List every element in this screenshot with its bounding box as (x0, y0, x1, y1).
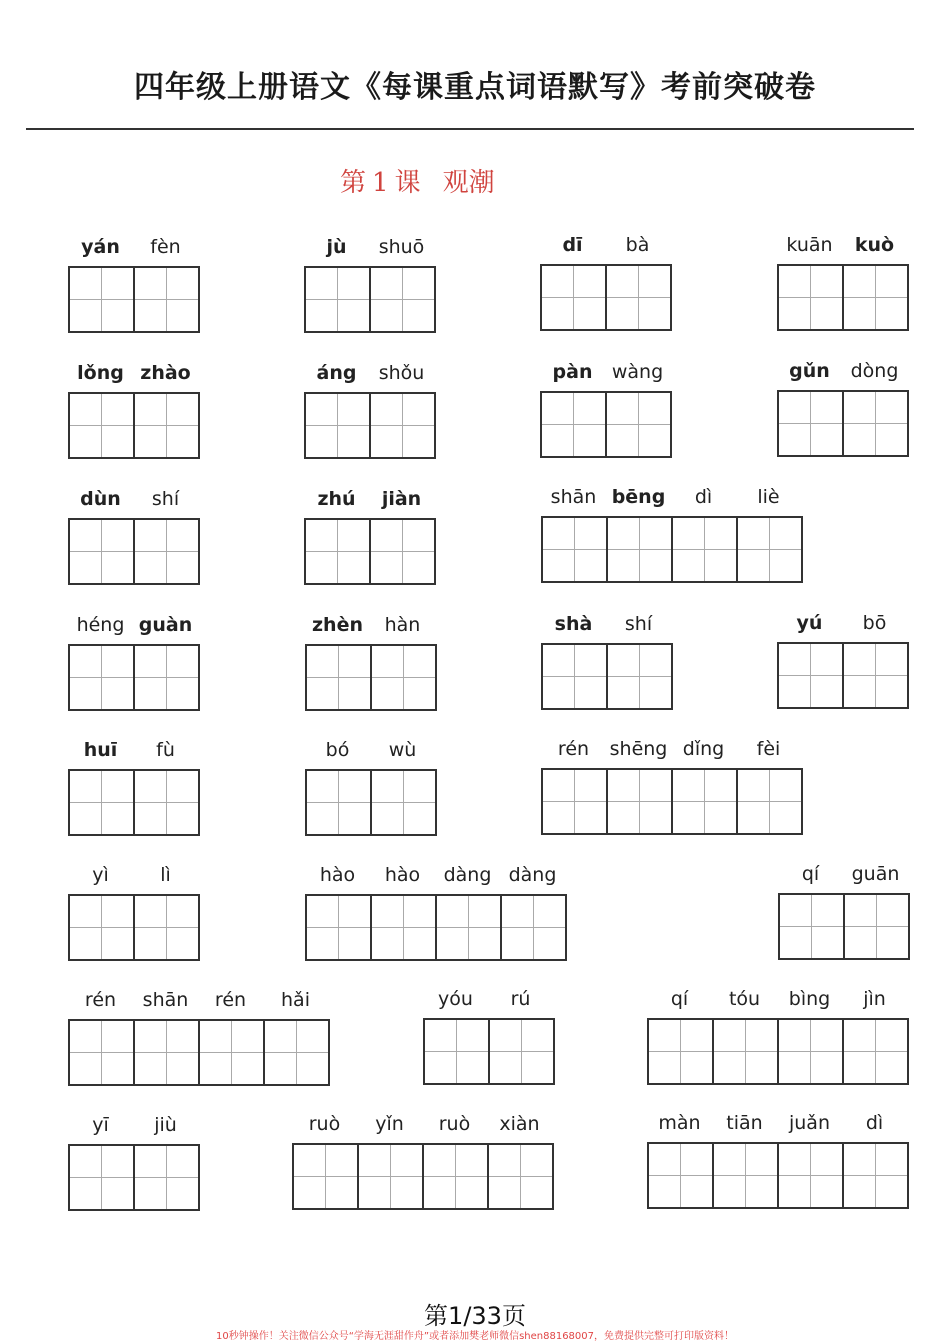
pinyin-syllable: guān (851, 863, 900, 885)
word-group (540, 361, 672, 458)
pinyin-syllable: hǎi (281, 989, 310, 1011)
writing-cell[interactable] (844, 266, 909, 329)
pinyin-syllable: dùn (80, 488, 121, 510)
writing-boxes (423, 1018, 555, 1085)
pinyin-syllable: bìng (788, 988, 831, 1010)
writing-cell[interactable] (490, 1020, 555, 1083)
writing-cell[interactable] (844, 1144, 909, 1207)
footer-notice: 10秒钟操作！关注微信公众号“学海无涯甜作舟”或者添加樊老师微信shen88168007，免费提供完整可打印版资料！ (215, 1331, 735, 1342)
pinyin-syllable: shān (550, 486, 597, 508)
pinyin-syllable: dòng (850, 360, 899, 382)
writing-boxes (305, 769, 437, 836)
pinyin-syllable: lǒng (77, 362, 124, 384)
writing-cell[interactable] (135, 394, 200, 457)
writing-cell[interactable] (200, 1021, 265, 1084)
pinyin-row (68, 362, 200, 392)
pinyin-syllable: lì (160, 864, 171, 886)
pinyin-syllable: kuò (854, 234, 895, 256)
pinyin-row (304, 236, 436, 266)
pinyin-syllable: rén (214, 989, 247, 1011)
writing-cell[interactable] (359, 1145, 424, 1208)
writing-cell[interactable] (779, 266, 844, 329)
writing-cell[interactable] (265, 1021, 330, 1084)
word-group (778, 863, 910, 960)
word-group (305, 614, 437, 711)
pinyin-syllable: pàn (552, 361, 593, 383)
pinyin-syllable: rén (557, 738, 590, 760)
pinyin-syllable: shēng (609, 738, 668, 760)
pinyin-row (540, 234, 672, 264)
pinyin-syllable: yì (92, 864, 109, 886)
pinyin-syllable: jiàn (381, 488, 422, 510)
writing-cell[interactable] (306, 520, 371, 583)
pinyin-syllable: fù (156, 739, 175, 761)
writing-cell[interactable] (135, 268, 200, 331)
pinyin-syllable: dàng (508, 864, 557, 886)
writing-boxes (777, 264, 909, 331)
writing-cell[interactable] (542, 266, 607, 329)
lesson-name: 观潮 (442, 168, 495, 198)
pinyin-syllable: juǎn (788, 1112, 830, 1134)
word-group (541, 738, 803, 835)
writing-cell[interactable] (489, 1145, 554, 1208)
writing-boxes (68, 894, 200, 961)
writing-cell[interactable] (70, 1021, 135, 1084)
writing-boxes (68, 392, 200, 459)
writing-boxes (540, 391, 672, 458)
writing-cell[interactable] (372, 896, 437, 959)
pinyin-syllable: ruò (308, 1113, 341, 1135)
writing-boxes (778, 893, 910, 960)
writing-cell[interactable] (714, 1144, 779, 1207)
pinyin-syllable: gǔn (789, 360, 830, 382)
writing-cell[interactable] (135, 520, 200, 583)
writing-cell[interactable] (608, 645, 673, 708)
writing-cell[interactable] (371, 394, 436, 457)
word-group (647, 988, 909, 1085)
pinyin-syllable: jiù (154, 1114, 177, 1136)
writing-cell[interactable] (424, 1145, 489, 1208)
word-group (777, 234, 909, 331)
writing-cell[interactable] (607, 393, 672, 456)
writing-cell[interactable] (738, 770, 803, 833)
pinyin-syllable: qí (670, 988, 689, 1010)
word-group (304, 362, 436, 459)
pinyin-syllable: fèi (756, 738, 781, 760)
writing-cell[interactable] (844, 392, 909, 455)
word-group (647, 1112, 909, 1209)
word-group (304, 236, 436, 333)
writing-boxes (304, 518, 436, 585)
writing-cell[interactable] (135, 896, 200, 959)
writing-cell[interactable] (673, 770, 738, 833)
pinyin-syllable: jù (326, 236, 347, 258)
writing-cell[interactable] (371, 268, 436, 331)
writing-boxes (777, 642, 909, 709)
writing-boxes (305, 644, 437, 711)
writing-cell[interactable] (502, 896, 567, 959)
writing-cell[interactable] (70, 896, 135, 959)
writing-cell[interactable] (608, 518, 673, 581)
writing-boxes (304, 392, 436, 459)
word-group (68, 614, 200, 711)
writing-boxes (777, 390, 909, 457)
pinyin-syllable: shuō (378, 236, 425, 258)
writing-cell[interactable] (307, 646, 372, 709)
writing-cell[interactable] (543, 770, 608, 833)
writing-boxes (292, 1143, 554, 1210)
writing-cell[interactable] (779, 392, 844, 455)
writing-cell[interactable] (714, 1020, 779, 1083)
pinyin-row (777, 612, 909, 642)
word-group (540, 234, 672, 331)
pinyin-syllable: tiān (726, 1112, 763, 1134)
writing-cell[interactable] (307, 896, 372, 959)
writing-cell[interactable] (372, 646, 437, 709)
pinyin-syllable: shí (624, 613, 653, 635)
pinyin-syllable: rú (510, 988, 531, 1010)
writing-cell[interactable] (779, 1020, 844, 1083)
pinyin-syllable: qí (801, 863, 820, 885)
pinyin-row (423, 988, 555, 1018)
writing-cell[interactable] (70, 268, 135, 331)
pinyin-row (541, 738, 803, 768)
pinyin-syllable: héng (76, 614, 125, 636)
writing-cell[interactable] (306, 394, 371, 457)
pinyin-syllable: bēng (611, 486, 666, 508)
writing-cell[interactable] (371, 520, 436, 583)
pinyin-syllable: ruò (438, 1113, 471, 1135)
pinyin-syllable: áng (316, 362, 357, 384)
pinyin-row (304, 362, 436, 392)
pinyin-syllable: shà (554, 613, 593, 635)
writing-cell[interactable] (543, 518, 608, 581)
lesson-label: 第 (340, 168, 367, 198)
writing-boxes (68, 1019, 330, 1086)
word-group (423, 988, 555, 1085)
pinyin-row (68, 614, 200, 644)
pinyin-row (68, 1114, 200, 1144)
writing-cell[interactable] (425, 1020, 490, 1083)
pinyin-syllable: jìn (863, 988, 886, 1010)
pinyin-row (777, 360, 909, 390)
writing-cell[interactable] (607, 266, 672, 329)
writing-cell[interactable] (372, 771, 437, 834)
title-divider (26, 128, 914, 130)
writing-boxes (68, 769, 200, 836)
writing-boxes (647, 1142, 909, 1209)
pinyin-row (777, 234, 909, 264)
word-group (68, 236, 200, 333)
writing-boxes (541, 768, 803, 835)
writing-cell[interactable] (738, 518, 803, 581)
writing-boxes (541, 643, 673, 710)
pinyin-syllable: yī (92, 1114, 109, 1136)
pinyin-syllable: shí (151, 488, 180, 510)
pinyin-row (68, 236, 200, 266)
word-group (304, 488, 436, 585)
writing-boxes (541, 516, 803, 583)
writing-cell[interactable] (779, 644, 844, 707)
pinyin-syllable: hào (384, 864, 421, 886)
pinyin-row (292, 1113, 554, 1143)
writing-cell[interactable] (294, 1145, 359, 1208)
word-group (68, 739, 200, 836)
writing-cell[interactable] (779, 1144, 844, 1207)
pinyin-syllable: zhèn (312, 614, 363, 636)
writing-cell[interactable] (608, 770, 673, 833)
word-group (777, 360, 909, 457)
writing-boxes (304, 266, 436, 333)
writing-boxes (68, 518, 200, 585)
writing-cell[interactable] (70, 771, 135, 834)
pinyin-syllable: hào (319, 864, 356, 886)
pinyin-syllable: shǒu (378, 362, 425, 384)
word-group (305, 864, 567, 961)
word-group (68, 989, 330, 1086)
pinyin-syllable: dǐng (682, 738, 725, 760)
word-group (68, 488, 200, 585)
writing-cell[interactable] (845, 895, 910, 958)
pinyin-syllable: guàn (138, 614, 193, 636)
pinyin-syllable: màn (658, 1112, 701, 1134)
pinyin-row (540, 361, 672, 391)
pinyin-syllable: dàng (443, 864, 492, 886)
pinyin-row (305, 614, 437, 644)
pinyin-row (647, 1112, 909, 1142)
pinyin-syllable: xiàn (499, 1113, 540, 1135)
pinyin-syllable: dì (694, 486, 713, 508)
pinyin-syllable: kuān (786, 234, 833, 256)
word-group (541, 486, 803, 583)
writing-cell[interactable] (437, 896, 502, 959)
writing-boxes (68, 644, 200, 711)
writing-cell[interactable] (780, 895, 845, 958)
pinyin-syllable: yán (81, 236, 120, 258)
page-number: 第1/33页 (424, 1302, 526, 1330)
pinyin-syllable: liè (757, 486, 780, 508)
pinyin-syllable: tóu (728, 988, 761, 1010)
writing-cell[interactable] (306, 268, 371, 331)
pinyin-syllable: yǐn (375, 1113, 404, 1135)
pinyin-syllable: yóu (438, 988, 473, 1010)
writing-cell[interactable] (70, 646, 135, 709)
writing-boxes (68, 1144, 200, 1211)
writing-cell[interactable] (844, 644, 909, 707)
pinyin-row (304, 488, 436, 518)
pinyin-syllable: yú (796, 612, 823, 634)
writing-cell[interactable] (135, 771, 200, 834)
writing-boxes (68, 266, 200, 333)
pinyin-syllable: bō (862, 612, 887, 634)
word-group (292, 1113, 554, 1210)
pinyin-row (647, 988, 909, 1018)
writing-cell[interactable] (673, 518, 738, 581)
pinyin-syllable: dì (865, 1112, 884, 1134)
pinyin-syllable: shān (142, 989, 189, 1011)
writing-cell[interactable] (70, 394, 135, 457)
writing-cell[interactable] (135, 646, 200, 709)
writing-cell[interactable] (649, 1144, 714, 1207)
pinyin-syllable: rén (84, 989, 117, 1011)
pinyin-syllable: dī (562, 234, 583, 256)
word-group (68, 1114, 200, 1211)
writing-cell[interactable] (135, 1146, 200, 1209)
pinyin-syllable: bó (325, 739, 350, 761)
writing-boxes (305, 894, 567, 961)
pinyin-syllable: fèn (150, 236, 181, 258)
word-group (777, 612, 909, 709)
lesson-heading (340, 162, 495, 199)
pinyin-row (68, 989, 330, 1019)
word-group (68, 362, 200, 459)
pinyin-row (541, 613, 673, 643)
pinyin-syllable: wù (388, 739, 417, 761)
pinyin-syllable: zhú (317, 488, 356, 510)
writing-cell[interactable] (70, 520, 135, 583)
writing-cell[interactable] (543, 645, 608, 708)
word-group (305, 739, 437, 836)
writing-cell[interactable] (307, 771, 372, 834)
pinyin-row (778, 863, 910, 893)
pinyin-row (541, 486, 803, 516)
pinyin-syllable: wàng (611, 361, 664, 383)
lesson-number: 1 (372, 168, 389, 198)
writing-boxes (540, 264, 672, 331)
word-group (541, 613, 673, 710)
writing-boxes (647, 1018, 909, 1085)
writing-cell[interactable] (542, 393, 607, 456)
pinyin-syllable: zhào (140, 362, 191, 384)
writing-cell[interactable] (844, 1020, 909, 1083)
pinyin-syllable: bà (625, 234, 650, 256)
pinyin-syllable: huī (83, 739, 118, 761)
writing-cell[interactable] (649, 1020, 714, 1083)
pinyin-row (305, 739, 437, 769)
lesson-unit: 课 (394, 168, 421, 198)
pinyin-row (305, 864, 567, 894)
writing-cell[interactable] (70, 1146, 135, 1209)
pinyin-row (68, 864, 200, 894)
writing-cell[interactable] (135, 1021, 200, 1084)
page-title: 四年级上册语文《每课重点词语默写》考前突破卷 (134, 70, 816, 105)
pinyin-syllable: hàn (384, 614, 421, 636)
pinyin-row (68, 488, 200, 518)
pinyin-row (68, 739, 200, 769)
word-group (68, 864, 200, 961)
